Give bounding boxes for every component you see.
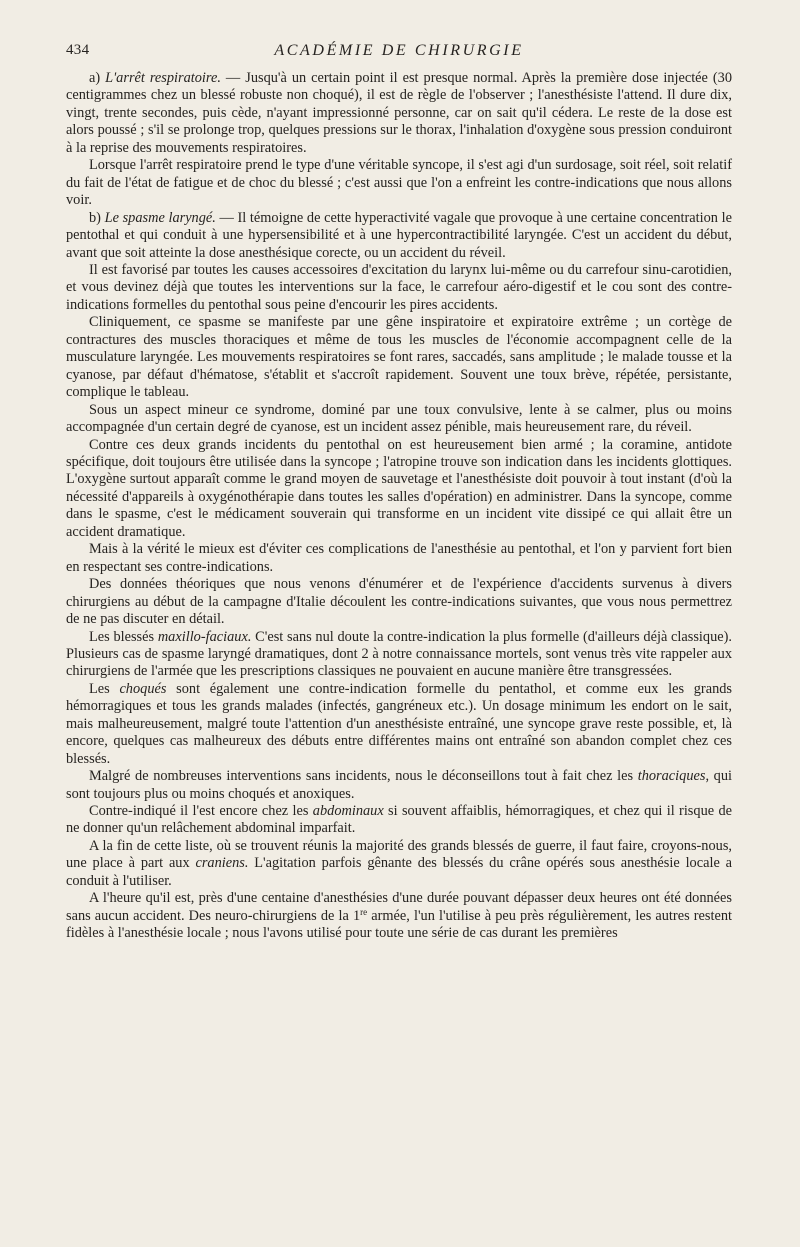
body-text xyxy=(66,70,732,943)
paragraph: Cliniquement, ce spasme se manifeste par une gêne inspiratoire et expiratoire extrême ; un cortège de contractures des muscles thoraciques et même de tous les muscles de l'économie accompagnent celle de la musculature laryngée. Les mouvements respiratoires se font rares, saccadés, sans amplitude ; le malade tousse et la cyanose, par défaut d'hématose, s'établit et s'accroît rapidement. Souvent une toux brève, répétée, persistante, complique le tableau. xyxy=(66,314,732,401)
paragraph: Lorsque l'arrêt respiratoire prend le type d'une véritable syncope, il s'est agi d'un surdosage, soit réel, soit relatif du fait de l'état de fatigue et de choc du blessé ; c'est aussi que l'on a enfreint les contre-indications que nous allons voir. xyxy=(66,157,732,209)
paragraph: Contre-indiqué il l'est encore chez les abdominaux si souvent affaiblis, hémorragiques, et chez qui il risque de ne donner qu'un relâchement abdominal imparfait. xyxy=(66,803,732,837)
paragraph: Les blessés maxillo-faciaux. C'est sans nul doute la contre-indication la plus formelle (d'ailleurs déjà classique). Plusieurs cas de spasme laryngé dramatiques, dont 2 à notre connaissance mortels, sont venus très vite rappeler aux chirurgiens de l'armée que les prescriptions classiques ne pouvaient en aucune manière être transgressées. xyxy=(66,628,732,680)
paragraph: Sous un aspect mineur ce syndrome, dominé par une toux convulsive, lente à se calmer, plus ou moins accompagnée d'un certain degré de cyanose, est un incident assez pénible, mais heureusement rare, du réveil. xyxy=(66,401,732,436)
page-number: 434 xyxy=(66,42,90,58)
paragraph: Des données théoriques que nous venons d'énumérer et de l'expérience d'accidents survenus à divers chirurgiens au début de la campagne d'Italie découlent les contre-indications suivantes, que vous nous permettrez de ne pas discuter en détail. xyxy=(66,576,732,628)
paragraph: A la fin de cette liste, où se trouvent réunis la majorité des grands blessés de guerre, il faut faire, croyons-nous, une place à part aux craniens. L'agitation parfois gênante des blessés du crâne opérés sous anesthésie locale a conduit à l'utiliser. xyxy=(66,837,732,889)
paragraph: Mais à la vérité le mieux est d'éviter ces complications de l'anesthésie au pentothal, et l'on y parvient fort bien en respectant ses contre-indications. xyxy=(66,541,732,575)
page-header xyxy=(66,42,732,62)
running-title: ACADÉMIE DE CHIRURGIE xyxy=(274,42,524,59)
paragraph: Malgré de nombreuses interventions sans incidents, nous le déconseillons tout à fait chez les thoraciques, qui sont toujours plus ou moins choqués et anoxiques. xyxy=(66,768,732,802)
paragraph: Les choqués sont également une contre-indication formelle du pentathol, et comme eux les grands hémorragiques et tous les grands malades (infectés, gangréneux etc.). Un dosage minimum les endort on le sait, mais malheureusement, malgré toute l'attention d'un anesthésiste entraîné, une syncope grave reste possible, et, là encore, quelques cas malheureux des débuts entre différentes mains ont entraîné son abandon complet chez ces blessés. xyxy=(66,680,732,767)
paragraph: Contre ces deux grands incidents du pentothal on est heureusement bien armé ; la coramine, antidote spécifique, doit toujours être utilisée dans la syncope ; l'atropine trouve son indication dans les incidents glottiques. L'oxygène surtout apparaît comme le grand moyen de sauvetage et l'anesthésiste doit pouvoir à tout instant (d'où la nécessité d'appareils à oxygénothérapie dans toutes les salles d'opération) en administrer. Dans la syncope, comme dans le spasme, c'est le médicament souverain qui transforme en un incident vite dissipé ce qui allait être un accident dramatique. xyxy=(66,436,732,540)
paragraph: a) L'arrêt respiratoire. — Jusqu'à un certain point il est presque normal. Après la première dose injectée (30 centigrammes chez un blessé robuste non choqué), il est de règle de l'observer ; l'anesthésiste l'attend. Il dure dix, vingt, trente secondes, puis cède, n'ayant impressionné personne, car on sait qu'il cédera. Le reste de la dose est alors poussé ; s'il se prolonge trop, quelques pressions sur le thorax, l'inhalation d'oxygène sous pression conduiront à la reprise des mouvements respiratoires. xyxy=(66,70,733,156)
paragraph: Il est favorisé par toutes les causes accessoires d'excitation du larynx lui-même ou du carrefour sinu-carotidien, et vous devinez déjà que toutes les interventions sur la face, le carrefour aéro-digestif et le cou sont des contre-indications formelles du pentothal sous peine d'encourir les pires accidents. xyxy=(66,261,732,313)
paragraph: b) Le spasme laryngé. — Il témoigne de cette hyperactivité vagale que provoque à une certaine concentration le pentothal et qui conduit à une hypersensibilité et à une hypercontractibilité laryngée. C'est un accident du début, avant que soit atteinte la dose anesthésique corecte, ou un accident du réveil. xyxy=(66,209,732,261)
paragraph: A l'heure qu'il est, près d'une centaine d'anesthésies d'une durée pouvant dépasser deux heures ont été données sans aucun accident. Des neuro-chirurgiens de la 1re armée, l'un l'utilise à peu près régulièrement, les autres restent fidèles à l'anesthésie locale ; nous l'avons utilisé pour toute une série de cas durant les premières xyxy=(66,890,732,942)
